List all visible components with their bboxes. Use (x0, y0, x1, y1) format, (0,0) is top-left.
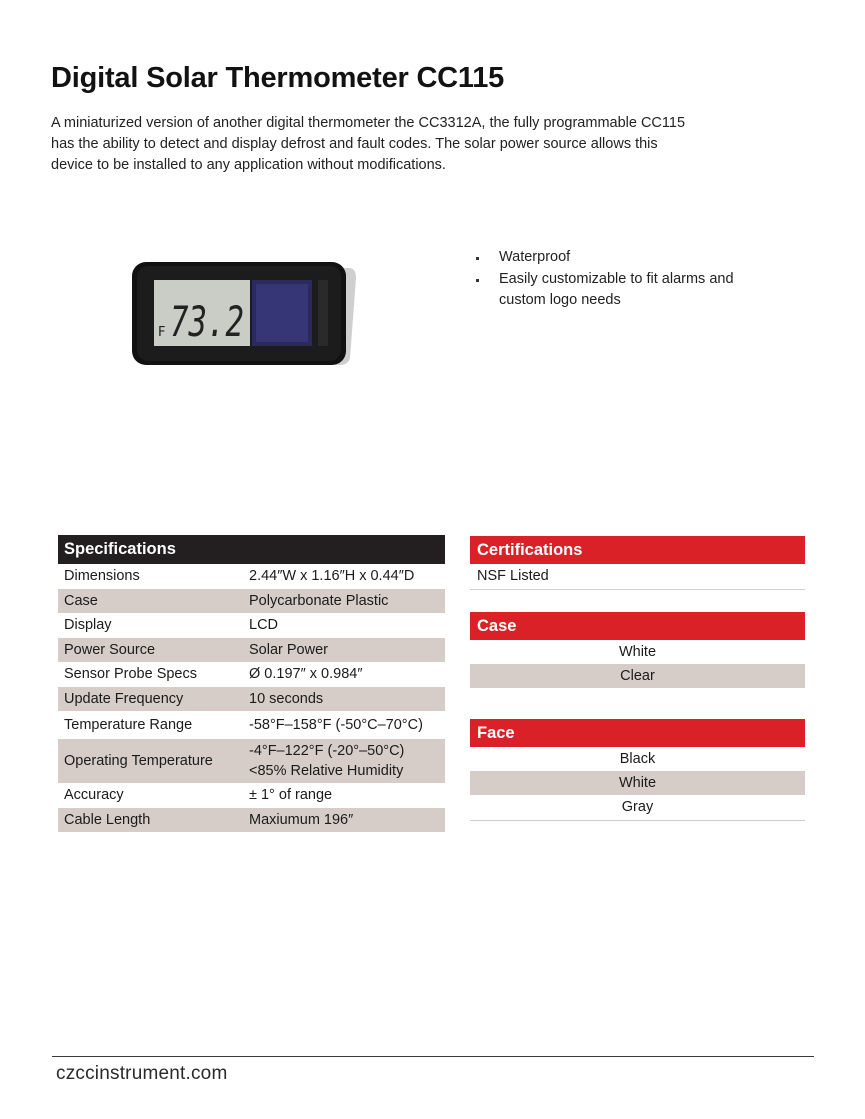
list-item: Gray (621, 799, 654, 815)
spec-value: Maxiumum 196″ (249, 811, 354, 828)
table-row (58, 613, 445, 638)
list-item: White (618, 644, 657, 660)
certifications-panel (470, 536, 805, 590)
footer-url: czccinstrument.com (56, 1063, 228, 1084)
list-item: Easily customizable to fit alarms and custom logo needs (470, 269, 770, 312)
table-row (58, 589, 445, 614)
table-row (58, 564, 445, 589)
spec-value: Ø 0.197″ x 0.984″ (249, 666, 363, 683)
spec-label: Dimensions (64, 568, 140, 585)
list-item: Clear (470, 664, 805, 688)
list-item: Black (619, 751, 656, 767)
spec-label: Case (64, 592, 98, 609)
spec-label: Display (64, 617, 112, 634)
spec-value: ± 1° of range (249, 787, 333, 804)
spec-value-line: -4°F–122°F (-20°–50°C) (249, 743, 405, 759)
spec-value-line: <85% Relative Humidity (249, 763, 404, 779)
list-item: White (470, 771, 805, 795)
display-reading: 73.2 (170, 297, 244, 346)
feature-list (470, 247, 770, 312)
spec-label: Operating Temperature (64, 753, 213, 769)
certifications-heading: Certifications (470, 536, 805, 564)
spec-label: Power Source (64, 641, 156, 658)
divider (470, 820, 805, 821)
table-row (58, 662, 445, 687)
table-row (58, 739, 445, 783)
spec-value: Polycarbonate Plastic (249, 592, 389, 609)
thermometer-image (128, 258, 358, 378)
intro-paragraph: A miniaturized version of another digital thermometer the CC3312A, the fully programmable CC115 has the ability to detect and display defrost and fault codes. The solar power source allows this device to be installed to any application without modifications. (51, 115, 686, 173)
spec-label: Temperature Range (64, 717, 193, 733)
spec-value (249, 741, 445, 781)
spec-value: 10 seconds (249, 690, 324, 707)
table-row (58, 711, 445, 739)
list-item: Waterproof (470, 247, 770, 269)
list-item: NSF Listed (477, 568, 549, 584)
divider (470, 589, 805, 590)
spec-label: Accuracy (64, 787, 124, 804)
spec-label: Sensor Probe Specs (64, 666, 197, 683)
spec-value: -58°F–158°F (-50°C–70°C) (249, 717, 423, 733)
spec-label: Cable Length (64, 811, 151, 828)
spec-value: Solar Power (249, 641, 328, 658)
face-panel (470, 719, 805, 821)
table-row (58, 687, 445, 712)
spec-label: Update Frequency (64, 690, 184, 707)
case-panel (470, 612, 805, 688)
page-title: Digital Solar Thermometer CC115 (51, 62, 505, 94)
spec-value: 2.44″W x 1.16″H x 0.44″D (249, 568, 415, 585)
table-row (58, 638, 445, 663)
spec-value: LCD (249, 617, 279, 634)
case-heading: Case (470, 612, 805, 640)
table-row (58, 783, 445, 808)
specifications-heading: Specifications (58, 535, 445, 564)
specifications-table (58, 535, 445, 832)
footer-divider (52, 1056, 814, 1057)
display-unit: F (158, 325, 166, 340)
face-heading: Face (470, 719, 805, 747)
table-row (58, 808, 445, 833)
